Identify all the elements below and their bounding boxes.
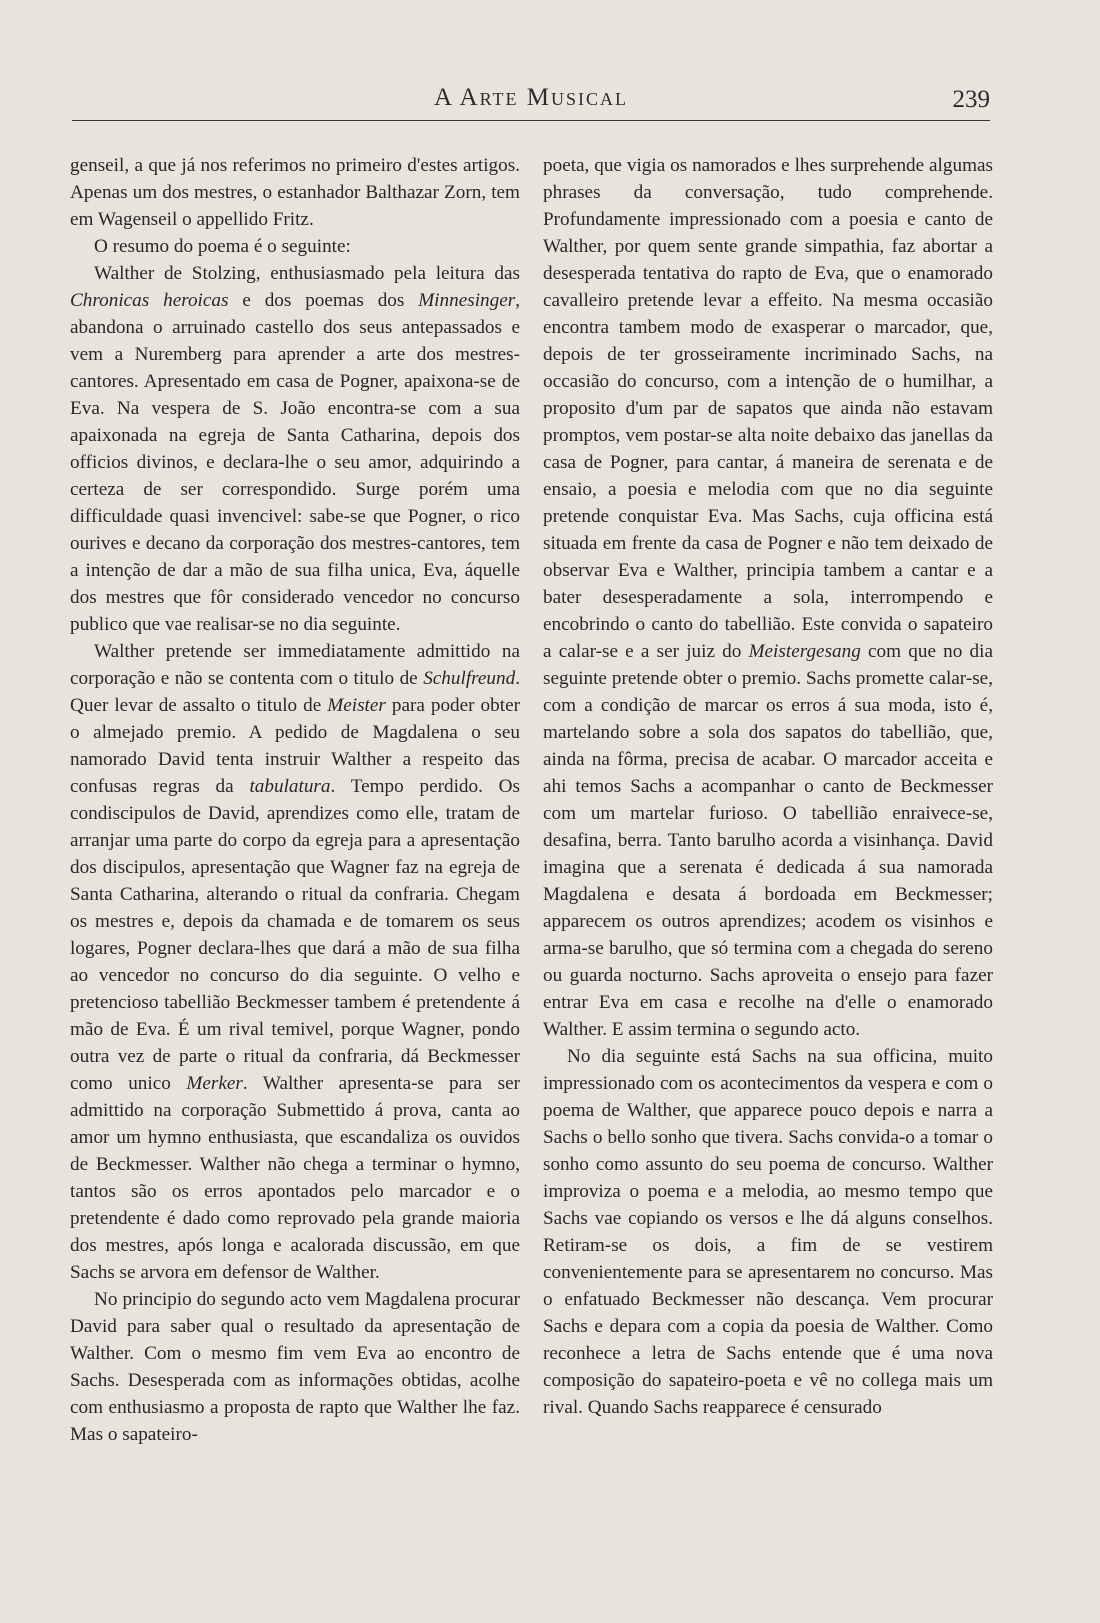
paragraph (70, 260, 520, 638)
italic-term: Merker (186, 1073, 243, 1094)
text-run: com que no dia seguinte pretende obter o premio. Sachs promette calar-se, com a condição de marcar os erros á sua moda, isto é, martelando sobre a sola dos sapatos do tabellião, que, ainda na fôrma, precisa de acabar. O marcador acceita e ahi temos Sachs a acompanhar o canto de Beckmesser com um martelar furioso. O tabellião enraivece-se, desafina, berra. Tanto barulho acorda a visinhança. David imagina que a serenata é dedicada á sua namorada Magdalena e desata á bordoada em Beckmesser; apparecem os outros aprendizes; acodem os visinhos e arma-se barulho, que só termina com a chegada do sereno ou guarda nocturno. Sachs aproveita o ensejo para fazer entrar Eva em casa e recolhe na d'elle o enamorado Walther. E assim termina o segundo acto. (543, 641, 994, 1040)
italic-term: Schulfreund (423, 668, 516, 689)
paragraph (70, 1286, 520, 1448)
right-column (543, 152, 993, 1421)
paragraph (543, 152, 993, 1043)
paragraph (543, 1043, 993, 1421)
text-run: O resumo do poema é o seguinte: (94, 236, 351, 257)
paragraph (70, 638, 520, 1286)
text-run: Walther pretende ser immediatamente admittido na corporação e não se contenta com o titulo de (70, 641, 520, 689)
text-run: poeta, que vigia os namorados e lhes surprehende algumas phrases da conversação, tudo comprehende. Profundamente impressionado com a poesia e canto de Walther, por quem sente grande simpathia, faz abortar a desesperada tentativa do rapto de Eva, que o enamorado cavalleiro pretende levar a effeito. Na mesma occasião encontra tambem modo de exasperar o marcador, que, depois de ter grosseiramente incriminado Sachs, na occasião do concurso, com a intenção de o humilhar, a proposito d'um par de sapatos que ainda não estavam promptos, vem postar-se alta noite debaixo das janellas da casa de Pogner, para cantar, á maneira de serenata e de ensaio, a poesia e melodia com que no dia seguinte pretende conquistar Eva. Mas Sachs, cuja officina está situada em frente da casa de Pogner e não tem deixado de observar Eva e Walther, principia tambem a cantar e a bater desesperadamente a sola, interrompendo e encobrindo o canto do tabellião. Este convida o sapateiro a calar-se e a ser juiz do (543, 155, 993, 662)
italic-term: tabulatura (249, 776, 331, 797)
text-run: e dos poemas dos (228, 290, 419, 311)
text-run: Walther de Stolzing, enthusiasmado pela leitura das (94, 263, 520, 284)
text-run: No dia seguinte está Sachs na sua officina, muito impressionado com os acontecimentos da vespera e com o poema de Walther, que apparece pouco depois e narra a Sachs o bello sonho que tivera. Sachs convida-o a tomar o sonho como assunto do seu poema de concurso. Walther improviza o poema e a melodia, ao mesmo tempo que Sachs vae copiando os versos e lhe dá alguns conselhos. Retiram-se os dois, a fim de se vestirem convenientemente para se apresentarem no concurso. Mas o enfatuado Beckmesser não descança. Vem procurar Sachs e depara com a copia da poesia de Walther. Como reconhece a letra de Sachs entende que é uma nova composição do sapateiro-poeta e vê no collega mais um rival. Quando Sachs reapparece é censurado (543, 1046, 993, 1418)
left-column (70, 152, 520, 1448)
paragraph (70, 233, 520, 260)
text-run: No principio do segundo acto vem Magdalena procurar David para saber qual o resultado da apresentação de Walther. Com o mesmo fim vem Eva ao encontro de Sachs. Desesperada com as informações obtidas, acolhe com enthusiasmo a proposta de rapto que Walther lhe faz. Mas o sapateiro- (70, 1289, 520, 1445)
paragraph (70, 152, 520, 233)
italic-term: Meistergesang (748, 641, 861, 662)
text-run: . Tempo perdido. Os condiscipulos de David, aprendizes como elle, tratam de arranjar uma parte do corpo da egreja para a apresentação dos discipulos, apresentação que Wagner faz na egreja de Santa Catharina, alterando o ritual da confraria. Chegam os mestres e, depois da chamada e de tomarem os seus logares, Pogner declara-lhes que dará a mão de sua filha ao vencedor no concurso do dia seguinte. O velho e pretencioso tabellião Beckmesser tambem é pretendente á mão de Eva. É um rival temivel, porque Wagner, pondo outra vez de parte o ritual da confraria, dá Beckmesser como unico (70, 776, 520, 1094)
text-run: . Walther apresenta-se para ser admittido na corporação Submettido á prova, canta ao amor um hymno enthusiasta, que escandaliza os ouvidos de Beckmesser. Walther não chega a terminar o hymno, tantos são os erros apontados pelo marcador e o pretendente é dado como reprovado pela grande maioria dos mestres, após longa e acalorada discussão, em que Sachs se arvora em defensor de Walther. (70, 1073, 521, 1283)
text-run: genseil, a que já nos referimos no primeiro d'estes artigos. Apenas um dos mestres, o estanhador Balthazar Zorn, tem em Wagenseil o appellido Fritz. (70, 155, 520, 230)
text-run: para poder obter o almejado premio. A pedido de Magdalena o seu namorado David tenta instruir Walther a respeito das confusas regras da (70, 695, 520, 797)
italic-title: Minnesinger (418, 290, 516, 311)
running-title: A Arte Musical (434, 84, 628, 111)
italic-term: Meister (327, 695, 386, 716)
header-rule (72, 120, 990, 121)
text-run: . Quer levar de assalto o titulo de (70, 668, 520, 716)
page-header (72, 84, 990, 124)
text-run: , abandona o arruinado castello dos seus antepassados e vem a Nuremberg para aprender a arte dos mestres-cantores. Apresentado em casa de Pogner, apaixona-se de Eva. Na vespera de S. João encontra-se com a sua apaixonada na egreja de Santa Catharina, depois dos officios divinos, e declara-lhe o seu amor, adquirindo a certeza de ser correspondido. Surge porém uma difficuldade quasi invencivel: sabe-se que Pogner, o rico ourives e decano da corporação dos mestres-cantores, tem a intenção de dar a mão de sua filha unica, Eva, áquelle dos mestres que fôr considerado vencedor no concurso publico que vae realisar-se no dia seguinte. (70, 290, 520, 635)
page-number: 239 (952, 86, 990, 113)
italic-title: Chronicas heroicas (70, 290, 229, 311)
